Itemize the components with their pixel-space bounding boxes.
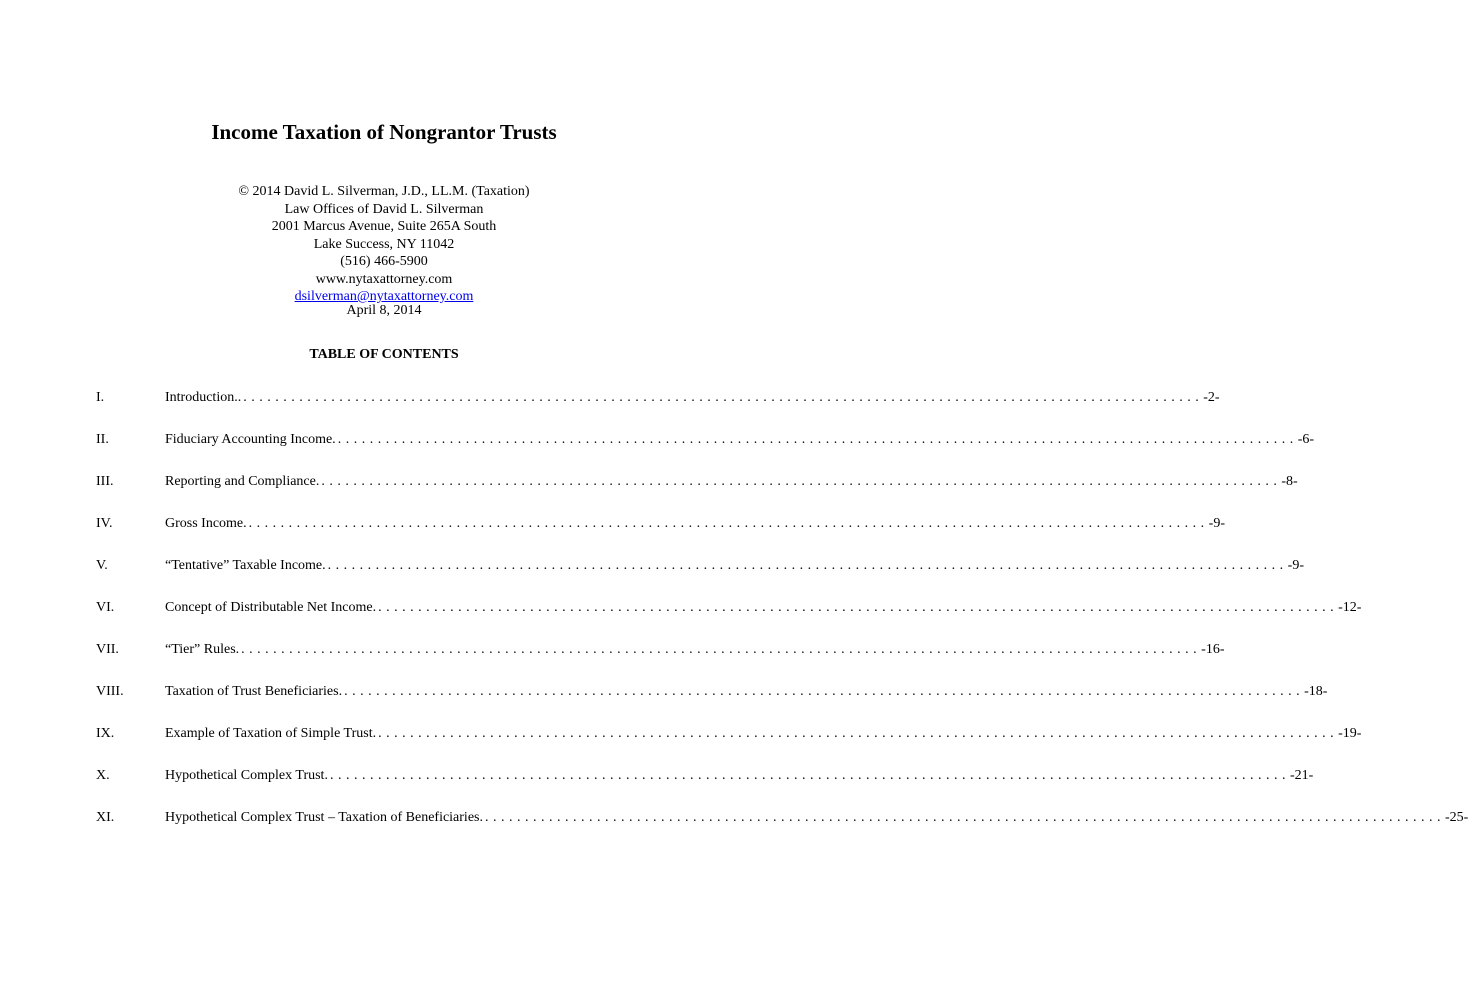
toc-item-number: IV. (96, 516, 113, 531)
toc-leader-dots: . . . . . . . . . . . . . . . . . . . . . . . . . . . . . . . . . . . . . . . . . . . . . . . . . . . . . . . . . . . . . . . . . . . . . . . . . . . . . . . . . . . . . . . . . . . . . . . . . . . . . . . . . . . . . . . . . . . . . . . . (329, 768, 1286, 783)
copyright-line: © 2014 David L. Silverman, J.D., LL.M. (Taxation) (238, 184, 530, 199)
toc-item[interactable] (0, 641, 1225, 659)
toc-item-title: “Tier” Rules. (165, 642, 240, 657)
toc-item-number: XI. (96, 810, 115, 825)
toc-leader-dots: . . . . . . . . . . . . . . . . . . . . . . . . . . . . . . . . . . . . . . . . . . . . . . . . . . . . . . . . . . . . . . . . . . . . . . . . . . . . . . . . . . . . . . . . . . . . . . . . . . . . . . . . . . . . . . . . . . . . . . . . (243, 390, 1200, 405)
toc-item-number: VI. (96, 600, 115, 615)
toc-item-page: -16- (1201, 642, 1225, 657)
toc-item[interactable] (0, 809, 1468, 827)
toc-item[interactable] (0, 389, 1220, 407)
toc-leader-dots: . . . . . . . . . . . . . . . . . . . . . . . . . . . . . . . . . . . . . . . . . . . . . . . . . . . . . . . . . . . . . . . . . . . . . . . . . . . . . . . . . . . . . . . . . . . . . . . . . . . . . . . . . . . . . . . . . . . . . . . . (378, 600, 1335, 615)
toc-item-title: Concept of Distributable Net Income. (165, 600, 377, 615)
author-block (0, 183, 768, 306)
toc-item-title: Gross Income. (165, 516, 247, 531)
toc-item-title: Hypothetical Complex Trust. (165, 768, 328, 783)
toc-item-number: V. (96, 558, 108, 573)
toc-item[interactable] (0, 767, 1314, 785)
toc-item-number: II. (96, 432, 109, 447)
toc-item-page: -9- (1208, 516, 1225, 531)
toc-item-number: X. (96, 768, 110, 783)
toc-leader-dots: . . . . . . . . . . . . . . . . . . . . . . . . . . . . . . . . . . . . . . . . . . . . . . . . . . . . . . . . . . . . . . . . . . . . . . . . . . . . . . . . . . . . . . . . . . . . . . . . . . . . . . . . . . . . . . . . . . . . . . . . (485, 810, 1441, 825)
toc-item-page: -9- (1287, 558, 1304, 573)
toc-item-number: I. (96, 390, 105, 405)
toc-leader-dots: . . . . . . . . . . . . . . . . . . . . . . . . . . . . . . . . . . . . . . . . . . . . . . . . . . . . . . . . . . . . . . . . . . . . . . . . . . . . . . . . . . . . . . . . . . . . . . . . . . . . . . . . . . . . . . . . . . . . . . . . (344, 684, 1301, 699)
toc-item-page: -21- (1289, 768, 1314, 783)
toc-item[interactable] (0, 725, 1362, 743)
toc-item-title: Hypothetical Complex Trust – Taxation of Beneficiaries. (165, 810, 483, 825)
toc-item-page: -12- (1338, 600, 1362, 615)
toc-item-title: Taxation of Trust Beneficiaries. (165, 684, 343, 699)
toc-leader-dots: . . . . . . . . . . . . . . . . . . . . . . . . . . . . . . . . . . . . . . . . . . . . . . . . . . . . . . . . . . . . . . . . . . . . . . . . . . . . . . . . . . . . . . . . . . . . . . . . . . . . . . . . . . . . . . . . . . . . . . . . (337, 432, 1294, 447)
toc-item-title: Reporting and Compliance. (165, 474, 320, 489)
toc-item-page: -19- (1338, 726, 1362, 741)
toc-item[interactable] (0, 431, 1315, 449)
toc-item[interactable] (0, 515, 1225, 533)
toc-leader-dots: . . . . . . . . . . . . . . . . . . . . . . . . . . . . . . . . . . . . . . . . . . . . . . . . . . . . . . . . . . . . . . . . . . . . . . . . . . . . . . . . . . . . . . . . . . . . . . . . . . . . . . . . . . . . . . . . . . . . . . . . (321, 474, 1278, 489)
document-date: April 8, 2014 (346, 303, 422, 318)
toc-heading: TABLE OF CONTENTS (309, 347, 459, 362)
toc-item-number: IX. (96, 726, 115, 741)
address-line-2: Lake Success, NY 11042 (313, 236, 455, 252)
toc-item-title: Fiduciary Accounting Income. (165, 432, 336, 447)
email-link[interactable]: dsilverman@nytaxattorney.com (294, 289, 474, 304)
address-line-1: 2001 Marcus Avenue, Suite 265A South (271, 219, 497, 234)
toc-item-page: -8- (1281, 474, 1298, 489)
toc-item-page: -2- (1203, 390, 1220, 405)
website: www.nytaxattorney.com (315, 271, 453, 287)
toc-item-title: “Tentative” Taxable Income. (165, 558, 326, 573)
toc-item-title: Introduction.. (165, 390, 242, 405)
toc-item[interactable] (0, 473, 1298, 491)
toc-item[interactable] (0, 599, 1362, 617)
toc-item-page: -18- (1304, 684, 1328, 699)
toc-leader-dots: . . . . . . . . . . . . . . . . . . . . . . . . . . . . . . . . . . . . . . . . . . . . . . . . . . . . . . . . . . . . . . . . . . . . . . . . . . . . . . . . . . . . . . . . . . . . . . . . . . . . . . . . . . . . . . . . . . . . . . . . (248, 516, 1205, 531)
toc-item-number: VIII. (96, 684, 124, 699)
toc-leader-dots: . . . . . . . . . . . . . . . . . . . . . . . . . . . . . . . . . . . . . . . . . . . . . . . . . . . . . . . . . . . . . . . . . . . . . . . . . . . . . . . . . . . . . . . . . . . . . . . . . . . . . . . . . . . . . . . . . . . . . . . . (241, 642, 1198, 657)
toc-item[interactable] (0, 683, 1328, 701)
toc-item-number: VII. (96, 642, 119, 657)
phone-number: (516) 466-5900 (340, 254, 428, 269)
toc-item-number: III. (96, 474, 114, 489)
document-title: Income Taxation of Nongrantor Trusts (211, 120, 557, 144)
toc-item-page: -6- (1297, 432, 1315, 447)
toc-item-page: -25- (1445, 810, 1468, 825)
firm-name: Law Offices of David L. Silverman (284, 201, 484, 217)
toc-item[interactable] (0, 557, 1304, 575)
toc-leader-dots: . . . . . . . . . . . . . . . . . . . . . . . . . . . . . . . . . . . . . . . . . . . . . . . . . . . . . . . . . . . . . . . . . . . . . . . . . . . . . . . . . . . . . . . . . . . . . . . . . . . . . . . . . . . . . . . . . . . . . . . . (327, 558, 1284, 573)
toc-leader-dots: . . . . . . . . . . . . . . . . . . . . . . . . . . . . . . . . . . . . . . . . . . . . . . . . . . . . . . . . . . . . . . . . . . . . . . . . . . . . . . . . . . . . . . . . . . . . . . . . . . . . . . . . . . . . . . . . . . . . . . . . (378, 726, 1335, 741)
toc-item-title: Example of Taxation of Simple Trust. (165, 726, 377, 741)
